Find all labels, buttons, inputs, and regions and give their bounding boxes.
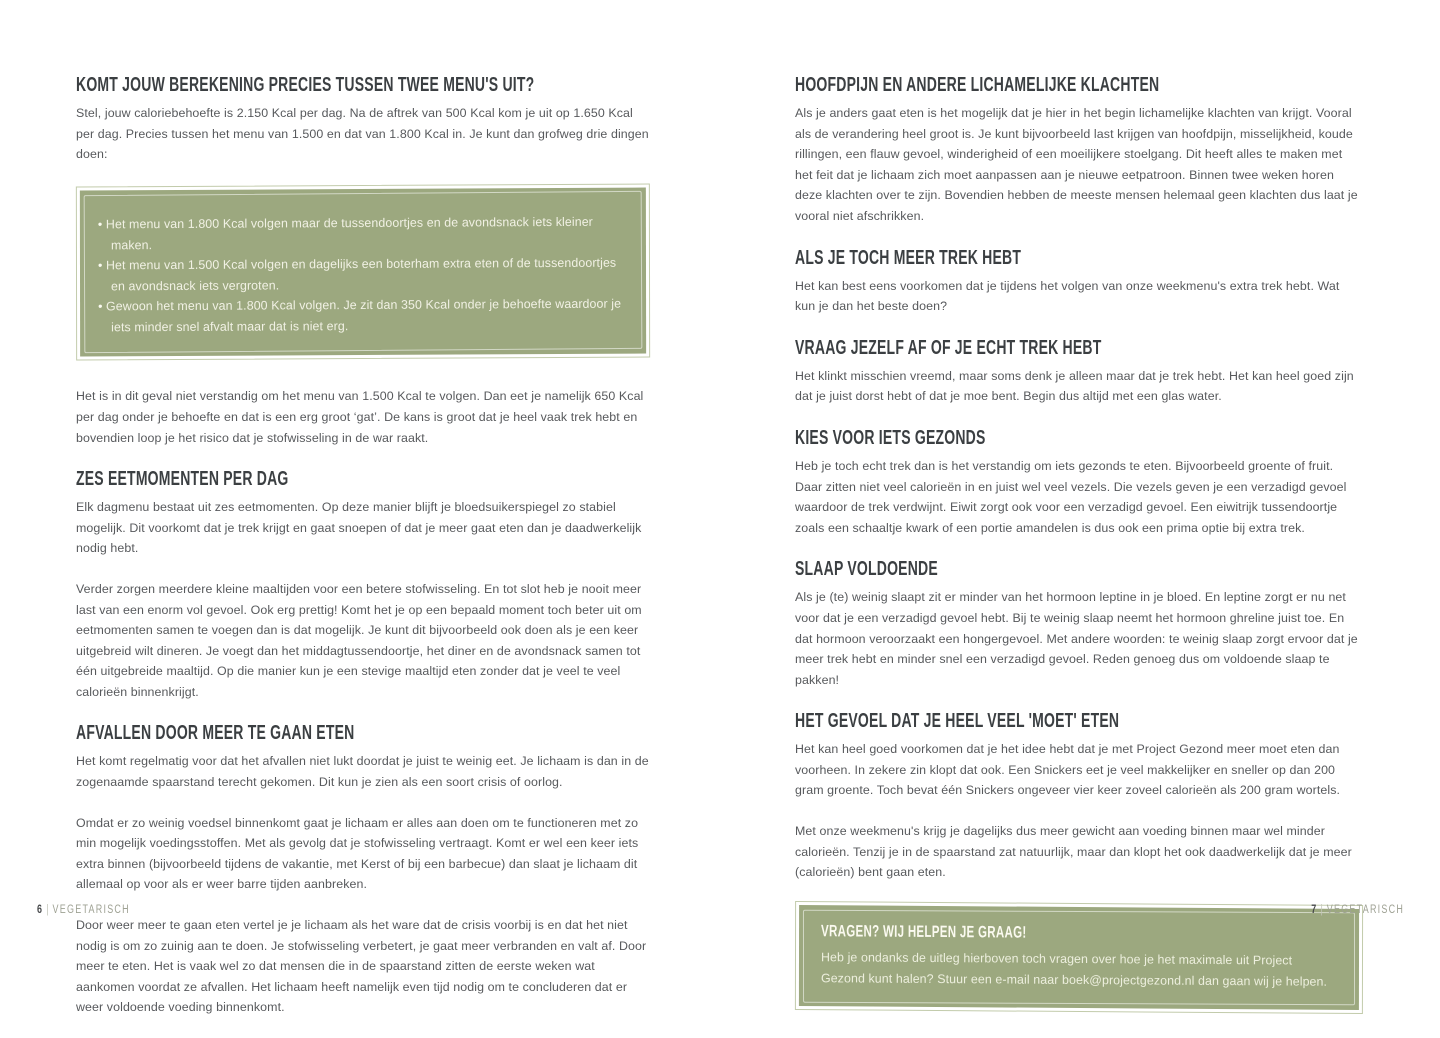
section-heading-iets-gezonds: KIES VOOR IETS GEZONDS — [795, 426, 986, 449]
paragraph-after-callout: Het is in dit geval niet verstandig om het menu van 1.500 Kcal te volgen. Dan eet je namelijk 650 Kcal per dag onder je behoefte en dat is een erg groot ‘gat’. De kans is groot dat je heel vaak trek hebt en bovendien loop je het risico dat je stofwisseling in de war raakt. — [76, 389, 644, 445]
callout-bullet-item: • Het menu van 1.500 Kcal volgen en dagelijks een boterham extra eten of de tussendoortjes en avondsnack iets vergroten. — [98, 253, 624, 297]
paragraph: Het komt regelmatig voor dat het afvallen niet lukt doordat je juist te weinig eet. Je lichaam is dan in de zogenaamde spaarstand terecht gekomen. Dit kun je zien als een soort crisis of oorlog. — [76, 754, 649, 790]
section-heading-echt-trek: VRAAG JEZELF AF OF JE ECHT TREK HEBT — [795, 336, 1102, 359]
callout-vragen-inner — [799, 905, 1359, 1010]
section-heading-moet-eten: HET GEVOEL DAT JE HEEL VEEL 'MOET' ETEN — [795, 710, 1120, 733]
callout-heading: VRAGEN? WIJ HELPEN JE GRAAG! — [821, 922, 1027, 942]
page-number: 7 — [1311, 904, 1317, 916]
page-right — [720, 0, 1440, 989]
paragraph: Met onze weekmenu's krijg je dagelijks dus meer gewicht aan voeding binnen maar wel minder calorieën. Tenzij je in de spaarstand zat natuurlijk, maar dan klopt het ook daadwerkelijk dat je meer (calorieën) bent gaan eten. — [795, 824, 1352, 880]
callout-body-after: dan gaan wij je helpen. — [1194, 973, 1328, 989]
paragraph: Het klinkt misschien vreemd, maar soms denk je alleen maar dat je trek hebt. Het kan heel goed zijn dat je juist dorst hebt of dat je moe bent. Begin dus altijd met een glas water. — [795, 368, 1354, 404]
paragraph: Door weer meer te gaan eten vertel je je lichaam als het ware dat de crisis voorbij is en dat het niet nodig is om zo zuinig aan te doen. Je stofwisseling verbetert, je gaat meer verbranden en valt af. Door meer te eten. Het is vaak wel zo dat mensen die in de spaarstand zitten de eerste weken wat aankomen voordat ze afvallen. Het lichaam heeft namelijk even tijd nodig om te concluderen dat er weer voldoende voeding binnenkomt. — [76, 918, 647, 1015]
paragraph: Het kan heel goed voorkomen dat je het idee hebt dat je met Project Gezond meer moet eten dan voorheen. In zekere zin klopt dat ook. Een Snickers eet je veel makkelijker en sneller op dan 200 gram groente. Toch bevat één Snickers ongeveer vier keer zoveel calorieën als 200 gram wortels. — [795, 742, 1341, 798]
page-footer-left — [37, 904, 156, 916]
callout-body-before: Heb je ondanks de uitleg hierboven toch vragen over hoe je het maximale uit Project Gezond kunt halen? Stuur een e-mail naar — [820, 950, 1293, 987]
callout-body — [821, 947, 1335, 992]
paragraph: Omdat er zo weinig voedsel binnenkomt gaat je lichaam er alles aan doen om te functioneren met zo min mogelijk voedingsstoffen. Met als gevolg dat je stofwisseling vertraagt. Komt er wel een keer iets extra binnen (bijvoorbeeld tijdens de vakantie, met Kerst of bij een barbecue) dan slaat je lichaam dit allemaal op voor als er weer barre tijden aanbreken. — [76, 815, 639, 892]
footer-separator: | — [1320, 904, 1323, 916]
footer-chapter-label: VEGETARISCH — [52, 904, 130, 916]
paragraph: Als je anders gaat eten is het mogelijk dat je hier in het begin lichamelijke klachten van krijgt. Vooral als de verandering heel groot is. Je kunt bijvoorbeeld last krijgen van hoofdpijn, misselijkheid, koude rillingen, een flauw gevoel, winderigheid of een moeilijkere stoelgang. Dit heeft alles te maken met het feit dat je lichaam zich moet aanpassen aan je nieuwe eetpatroon. Binnen twee weken horen deze klachten over te zijn. Bovendien hebben de meeste mensen helemaal geen klachten dus laat je vooral niet afschrikken. — [795, 106, 1358, 223]
callout-menu-options-inner — [80, 187, 646, 356]
footer-chapter-label: VEGETARISCH — [1326, 904, 1404, 916]
callout-menu-options — [76, 183, 650, 360]
paragraph: Elk dagmenu bestaat uit zes eetmomenten. Op deze manier blijft je bloedsuikerspiegel zo stabiel mogelijk. Dit voorkomt dat je trek krijgt en gaat snoepen of dat je meer gaat eten dan je daadwerkelijk nodig hebt. — [76, 500, 642, 556]
paragraph: Als je (te) weinig slaapt zit er minder van het hormoon leptine in je bloed. En leptine zorgt er nu net voor dat je een verzadigd gevoel hebt. Bij te weinig slaap neemt het hormoon ghreline juist toe. En dat hormoon veroorzaakt een hongergevoel. Met andere woorden: te weinig slaap zorgt ervoor dat je meer trek hebt en minder snel een verzadigd gevoel. Reden genoeg dus om voldoende slaap te pakken! — [795, 590, 1358, 687]
footer-separator: | — [46, 904, 49, 916]
paragraph: Het kan best eens voorkomen dat je tijdens het volgen van onze weekmenu's extra trek hebt. Wat kun je dan het beste doen? — [795, 278, 1340, 314]
page-left-content — [76, 74, 650, 1038]
email-address: boek@projectgezond.nl — [1061, 972, 1195, 988]
paragraph-intro: Stel, jouw caloriebehoefte is 2.150 Kcal per dag. Na de aftrek van 500 Kcal kom je uit op 1.650 Kcal per dag. Precies tussen het menu van 1.500 en dat van 1.800 Kcal in. Je kunt dan grofweg drie dingen doen: — [76, 106, 649, 162]
callout-bullet-item: • Gewoon het menu van 1.800 Kcal volgen. Je zit dan 350 Kcal onder je behoefte waardoor je iets minder snel afvalt maar dat is niet erg. — [98, 294, 624, 338]
page-right-content — [795, 74, 1363, 1012]
section-heading-berekening: KOMT JOUW BEREKENING PRECIES TUSSEN TWEE MENU'S UIT? — [76, 74, 535, 96]
section-heading-hoofdpijn: HOOFDPIJN EN ANDERE LICHAMELIJKE KLACHTEN — [795, 74, 1160, 96]
page-number: 6 — [37, 904, 43, 916]
section-heading-slaap: SLAAP VOLDOENDE — [795, 558, 938, 581]
page-footer-right — [1285, 904, 1404, 916]
page-left — [0, 0, 720, 1015]
section-heading-eetmomenten: ZES EETMOMENTEN PER DAG — [76, 468, 289, 491]
paragraph: Heb je toch echt trek dan is het verstandig om iets gezonds te eten. Bijvoorbeeld groente of fruit. Daar zitten niet veel calorieën in en juist wel veel vezels. Die vezels geven je een verzadigd gevoel waardoor de trek verdwijnt. Eiwit zorgt ook voor een verzadigd gevoel. Een eiwitrijk tussendoortje zoals een schaaltje kwark of een portie amandelen is dus ook een prima optie bij extra trek. — [795, 458, 1347, 535]
paragraph: Verder zorgen meerdere kleine maaltijden voor een betere stofwisseling. En tot slot heb je nooit meer last van een enorm vol gevoel. Ook erg prettig! Komt het je op een bepaald moment toch beter uit om eetmomenten samen te voegen dan is dat mogelijk. Je kunt dit bijvoorbeeld ook doen als je een keer uitgebreid wilt dineren. Je voegt dan het middagtussendoortje, het diner en de avondsnack samen tot één uitgebreide maaltijd. Op die manier kun je een stevige maaltijd eten zonder dat je veel te veel calorieën binnenkrijgt. — [76, 581, 642, 699]
callout-vragen — [795, 901, 1363, 1014]
section-heading-meer-trek: ALS JE TOCH MEER TREK HEBT — [795, 246, 1022, 269]
callout-bullet-list — [98, 211, 624, 337]
callout-bullet-item: • Het menu van 1.800 Kcal volgen maar de tussendoortjes en de avondsnack iets kleiner maken. — [98, 211, 624, 255]
section-heading-afvallen: AFVALLEN DOOR MEER TE GAAN ETEN — [76, 722, 355, 745]
